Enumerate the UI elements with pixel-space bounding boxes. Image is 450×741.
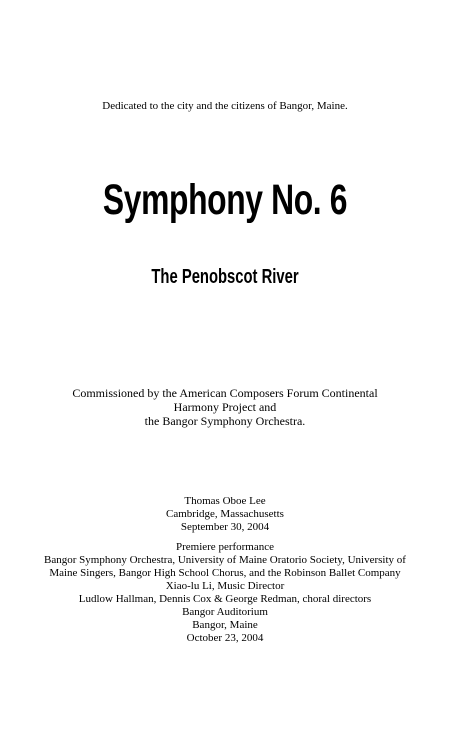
commission-note	[0, 386, 450, 428]
premiere-city: Bangor, Maine	[192, 619, 258, 631]
commission-line: the Bangor Symphony Orchestra.	[144, 414, 306, 428]
composer-name: Thomas Oboe Lee	[184, 495, 266, 507]
choral-directors: Ludlow Hallman, Dennis Cox & George Redman, choral directors	[78, 593, 372, 605]
premiere-performers: Maine Singers, Bangor High School Chorus, and the Robinson Ballet Company	[49, 567, 401, 579]
premiere-date: October 23, 2004	[186, 632, 264, 644]
premiere-venue: Bangor Auditorium	[182, 606, 268, 618]
composer-info	[0, 495, 450, 534]
music-director: Xiao-lu Li, Music Director	[165, 580, 285, 592]
commission-line: Commissioned by the American Composers Forum Continental	[72, 386, 378, 400]
composition-date: September 30, 2004	[180, 521, 270, 533]
premiere-heading: Premiere performance	[175, 541, 275, 553]
premiere-info	[0, 541, 450, 645]
subtitle: The Penobscot River	[151, 266, 299, 288]
composer-location: Cambridge, Massachusetts	[166, 508, 284, 520]
page-title: Symphony No. 6	[102, 176, 348, 224]
premiere-performers: Bangor Symphony Orchestra, University of Maine Oratorio Society, University of	[44, 554, 406, 566]
dedication: Dedicated to the city and the citizens of Bangor, Maine.	[102, 100, 348, 112]
commission-line: Harmony Project and	[173, 400, 277, 414]
